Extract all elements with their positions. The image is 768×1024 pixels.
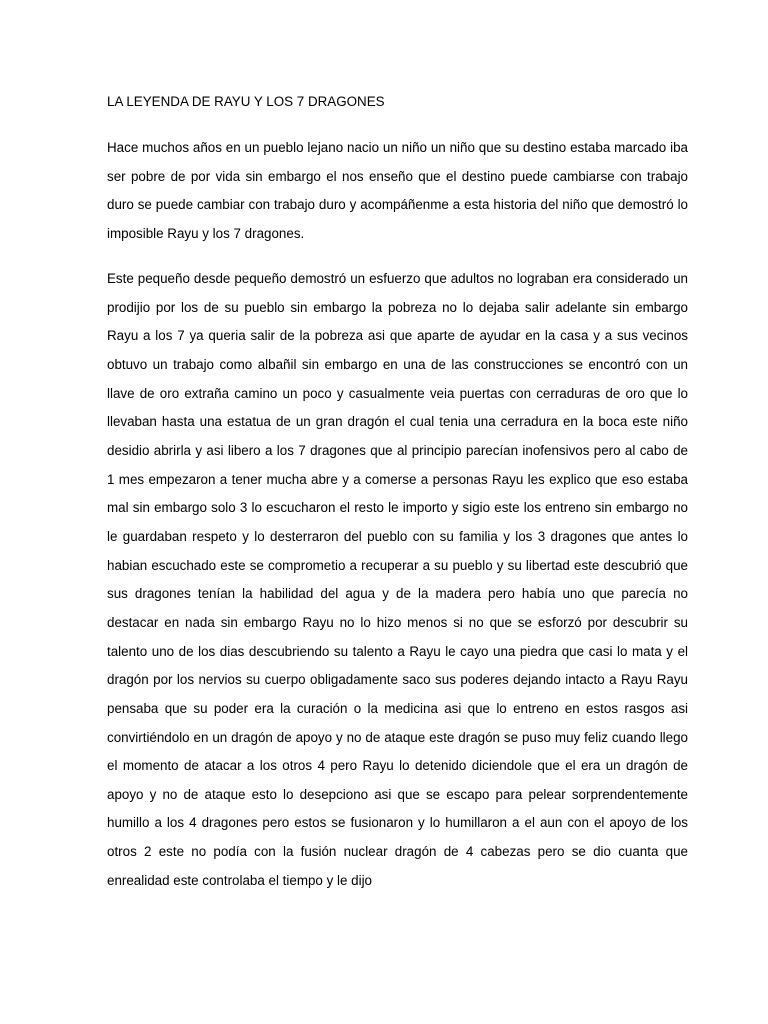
document-title: LA LEYENDA DE RAYU Y LOS 7 DRAGONES bbox=[107, 94, 385, 109]
paragraph-intro: Hace muchos años en un pueblo lejano nacio un niño un niño que su destino estaba marcado iba ser pobre de por vida sin embargo el nos enseño que el destino puede cambiarse con trabajo duro se puede cambiar con trabajo duro y acompáñenme a esta historia del niño que demostró lo imposible Rayu y los 7 dragones. bbox=[107, 140, 688, 241]
paragraph-story: Este pequeño desde pequeño demostró un esfuerzo que adultos no lograban era considerado un prodijio por los de su pueblo sin embargo la pobreza no lo dejaba salir adelante sin embargo Rayu a los 7 ya queria salir de la pobreza asi que aparte de ayudar en la casa y a sus vecinos obtuvo un trabajo como albañil sin embargo en una de las construcciones se encontró con un llave de oro extraña camino un poco y casualmente veia puertas con cerraduras de oro que lo llevaban hasta una estatua de un gran dragón el cual tenia una cerradura en la boca este niño desidio abrirla y asi libero a los 7 dragones que al principio parecían inofensivos pero al cabo de 1 mes empezaron a tener mucha abre y a comerse a personas Rayu les explico que eso estaba mal sin embargo solo 3 lo escucharon el resto le importo y sigio este los entreno sin embargo no le guardaban respeto y lo desterraron del pueblo con su familia y los 3 dragones que antes lo habian escuchado este se comprometio a recuperar a su pueblo y su libertad este descubrió que sus dragones tenían la habilidad del agua y de la madera pero había uno que parecía no destacar en nada sin embargo Rayu no lo hizo menos si no que se esforzó por descubrir su talento uno de los dias descubriendo su talento a Rayu le cayo una piedra que casi lo mata y el dragón por los nervios su cuerpo obligadamente saco sus poderes dejando intacto a Rayu Rayu pensaba que su poder era la curación o la medicina asi que lo entreno en estos rasgos asi convirtiéndolo en un dragón de apoyo y no de ataque este dragón se puso muy feliz cuando llego el momento de atacar a los otros 4 pero Rayu lo detenido diciendole que el era un dragón de apoyo y no de ataque esto lo desepciono asi que se escapo para pelear sorprendentemente humillo a los 4 dragones pero estos se fusionaron y lo humillaron a el aun con el apoyo de los otros 2 este no podía con la fusión nuclear dragón de 4 cabezas pero se dio cuanta que enrealidad este controlaba el tiempo y le dijo bbox=[107, 271, 688, 888]
